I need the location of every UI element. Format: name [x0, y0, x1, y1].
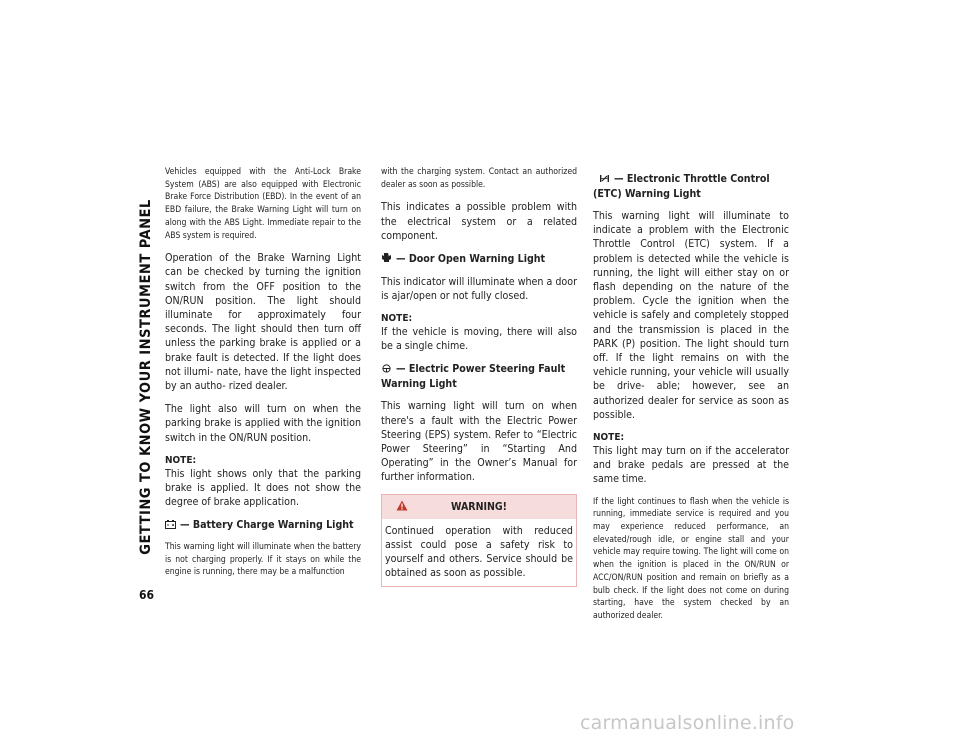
battery-text: This warning light will illuminate when the battery is not charging properly. If it stays on while the engine is running, there may be a malfunction — [165, 541, 361, 578]
note-text: This light may turn on if the accelerator and brake pedals are pressed at the same time. — [593, 445, 789, 486]
etc-text: This warning light will illuminate to indicate a problem with the Electronic Throttle Control (ETC) system. If a problem is detected while the vehicle is running, the light will either stay on or flash depending on the nature of the problem. Cycle the ignition when the vehicle is safely and completely stopped and the transmission is placed in the PARK (P) position. The light should turn off. If the light remains on with the vehicle running, your vehicle will usually be drive- able; however, see an authorized dealer for service as soon as possible. — [593, 210, 789, 421]
warning-header — [382, 495, 576, 519]
battery-icon — [165, 520, 176, 529]
door-text: This indicator will illuminate when a door is ajar/open or not fully closed. — [381, 275, 577, 302]
throttle-icon — [599, 174, 610, 183]
watermark: carmanualsonline.info — [580, 712, 795, 734]
note-label: NOTE: — [381, 312, 413, 324]
electrical-problem-paragraph: This indicates a possible problem with the electrical system or a related component. — [381, 201, 577, 242]
note-text: This light shows only that the parking brake is applied. It does not show the degree of brake application. — [165, 467, 361, 509]
chapter-title-text: GETTING TO KNOW YOUR INSTRUMENT PANEL — [138, 199, 154, 555]
brake-light-check-paragraph: Operation of the Brake Warning Light can be checked by turning the ignition switch from the OFF position to the ON/RUN position. The light should illuminate for approximately four seconds. The light should then turn off unless the parking brake is applied or a brake fault is detected. If the light does not illumi- nate, have the light inspected by an autho- rized dealer. — [165, 252, 361, 393]
steering-wheel-icon — [381, 364, 392, 373]
note-text: If the vehicle is moving, there will also be a single chime. — [381, 325, 577, 353]
column-1 — [165, 166, 361, 588]
door-heading — [381, 252, 577, 267]
eps-heading-text: — Electric Power Steering Fault Warning Light — [381, 363, 566, 390]
eps-text: This warning light will turn on when there's a fault with the Electric Power Steering (EPS) system. Refer to “Electric Power Steering” in “Starting And Operating” in the Owner’s Manual for further information. — [381, 400, 577, 484]
door-heading-text: — Door Open Warning Light — [396, 253, 546, 266]
charging-system-paragraph: with the charging system. Contact an authorized dealer as soon as possible. — [381, 167, 577, 190]
warning-triangle-icon — [396, 500, 408, 511]
warning-box — [381, 494, 577, 588]
column-2 — [381, 166, 577, 587]
flashing-light-paragraph: If the light continues to flash when the vehicle is running, immediate service is required and you may experience reduced performance, an elevated/rough idle, or engine stall and your vehicle may require towing. The light will come on when the ignition is placed in the ON/RUN or ACC/ON/RUN position and remain on briefly as a bulb check. If the light does not come on during starting, have the system checked by an authorized dealer. — [593, 496, 789, 621]
door-open-icon — [381, 252, 392, 263]
battery-heading — [165, 518, 361, 533]
ebd-paragraph: Vehicles equipped with the Anti-Lock Brake System (ABS) are also equipped with Electronic Brake Force Distribution (EBD). In the event of an EBD failure, the Brake Warning Light will turn on along with the ABS Light. Immediate repair to the ABS system is required. — [165, 167, 361, 241]
eps-heading — [381, 362, 577, 391]
etc-heading-text: — Electronic Throttle Control (ETC) Warning Light — [593, 173, 770, 200]
page-number: 66 — [139, 588, 155, 602]
note-label: NOTE: — [165, 454, 197, 466]
column-3 — [593, 166, 789, 632]
battery-heading-text: — Battery Charge Warning Light — [180, 519, 354, 532]
etc-heading — [593, 172, 789, 201]
parking-brake-paragraph: The light also will turn on when the parking brake is applied with the ignition switch in the ON/RUN position. — [165, 403, 361, 444]
warning-text: Continued operation with reduced assist could pose a safety risk to yourself and others. Service should be obtained as soon as possible. — [385, 524, 573, 580]
warning-title: WARNING! — [451, 500, 507, 513]
chapter-side-title — [136, 168, 156, 586]
note-label: NOTE: — [593, 432, 625, 444]
